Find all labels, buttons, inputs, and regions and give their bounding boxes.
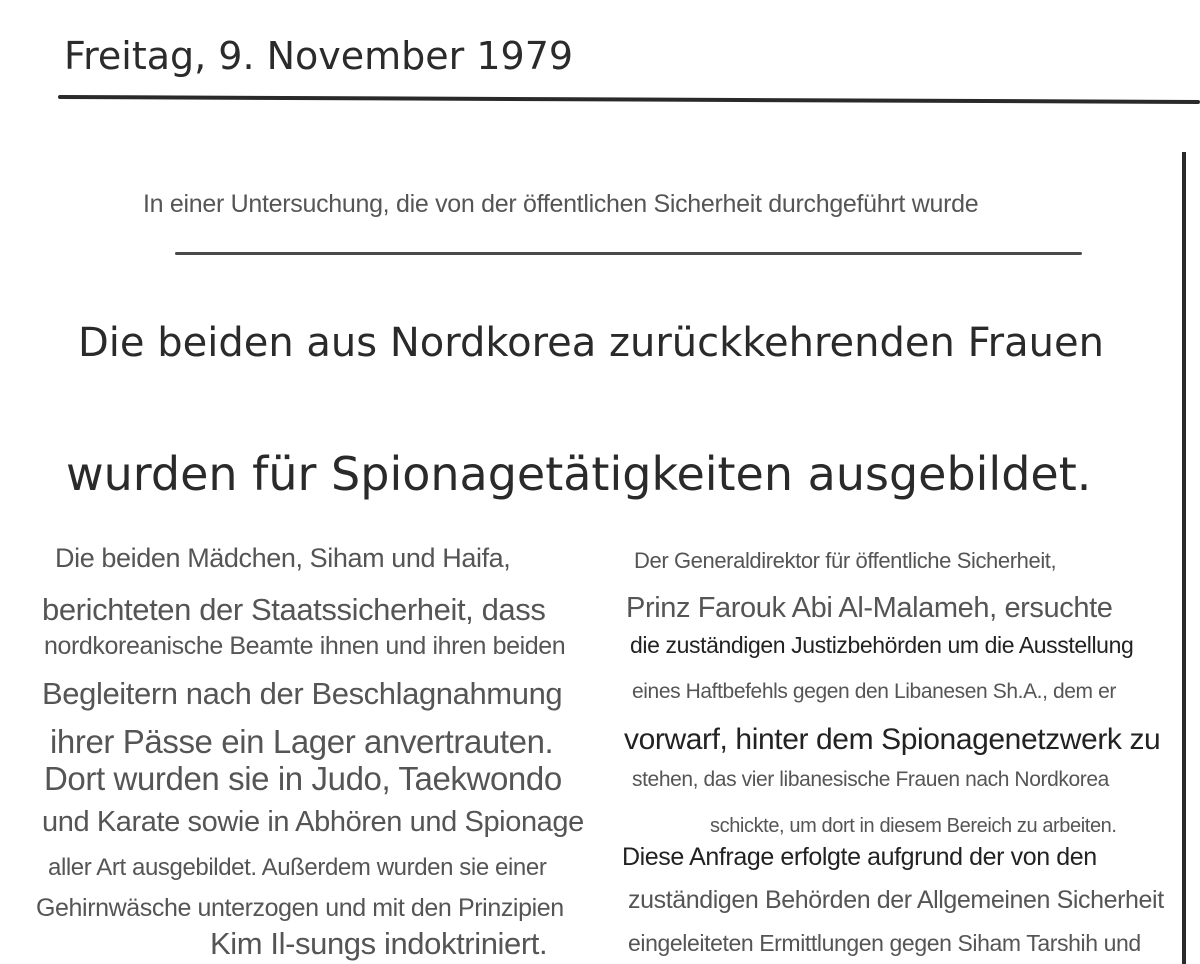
left-column-line: aller Art ausgebildet. Außerdem wurden sie einer [48, 854, 547, 881]
kicker-rule [175, 252, 1082, 255]
left-column-line: Gehirnwäsche unterzogen und mit den Prinzipien [36, 894, 564, 922]
left-column-line: Kim Il-sungs indoktriniert. [210, 926, 548, 961]
right-column-line: Der Generaldirektor für öffentliche Sicherheit, [634, 548, 1057, 573]
right-column-line: zuständigen Behörden der Allgemeinen Sicherheit [628, 886, 1164, 914]
right-column-line: die zuständigen Justizbehörden um die Ausstellung [630, 632, 1134, 658]
headline-line-2: wurden für Spionagetätigkeiten ausgebildet. [66, 447, 1092, 501]
left-column-line: Dort wurden sie in Judo, Taekwondo [44, 760, 562, 797]
right-column-line: schickte, um dort in diesem Bereich zu arbeiten. [710, 815, 1117, 837]
right-column-line: eines Haftbefehls gegen den Libanesen Sh.A., dem er [632, 680, 1116, 703]
left-column-line: Begleitern nach der Beschlagnahmung [42, 676, 563, 711]
right-column-line: Diese Anfrage erfolgte aufgrund der von den [622, 843, 1097, 871]
column-border [1182, 152, 1186, 964]
left-column-line: nordkoreanische Beamte ihnen und ihren beiden [44, 632, 566, 660]
right-column-line: Prinz Farouk Abi Al-Malameh, ersuchte [626, 592, 1113, 624]
page-date: Freitag, 9. November 1979 [64, 34, 574, 78]
left-column-line: berichteten der Staatssicherheit, dass [42, 592, 546, 627]
right-column-line: eingeleiteten Ermittlungen gegen Siham Tarshih und [628, 930, 1141, 956]
left-column-line: und Karate sowie in Abhören und Spionage [42, 806, 584, 838]
left-column-line: ihrer Pässe ein Lager anvertrauten. [50, 723, 554, 760]
left-column-line: Die beiden Mädchen, Siham und Haifa, [55, 543, 511, 573]
headline-line-1: Die beiden aus Nordkorea zurückkehrenden Frauen [78, 320, 1104, 366]
right-column-line: stehen, das vier libanesische Frauen nach Nordkorea [632, 768, 1109, 791]
top-rule [58, 95, 1200, 104]
right-column-line: vorwarf, hinter dem Spionagenetzwerk zu [624, 723, 1161, 756]
article-kicker: In einer Untersuchung, die von der öffentlichen Sicherheit durchgeführt wurde [143, 190, 979, 218]
